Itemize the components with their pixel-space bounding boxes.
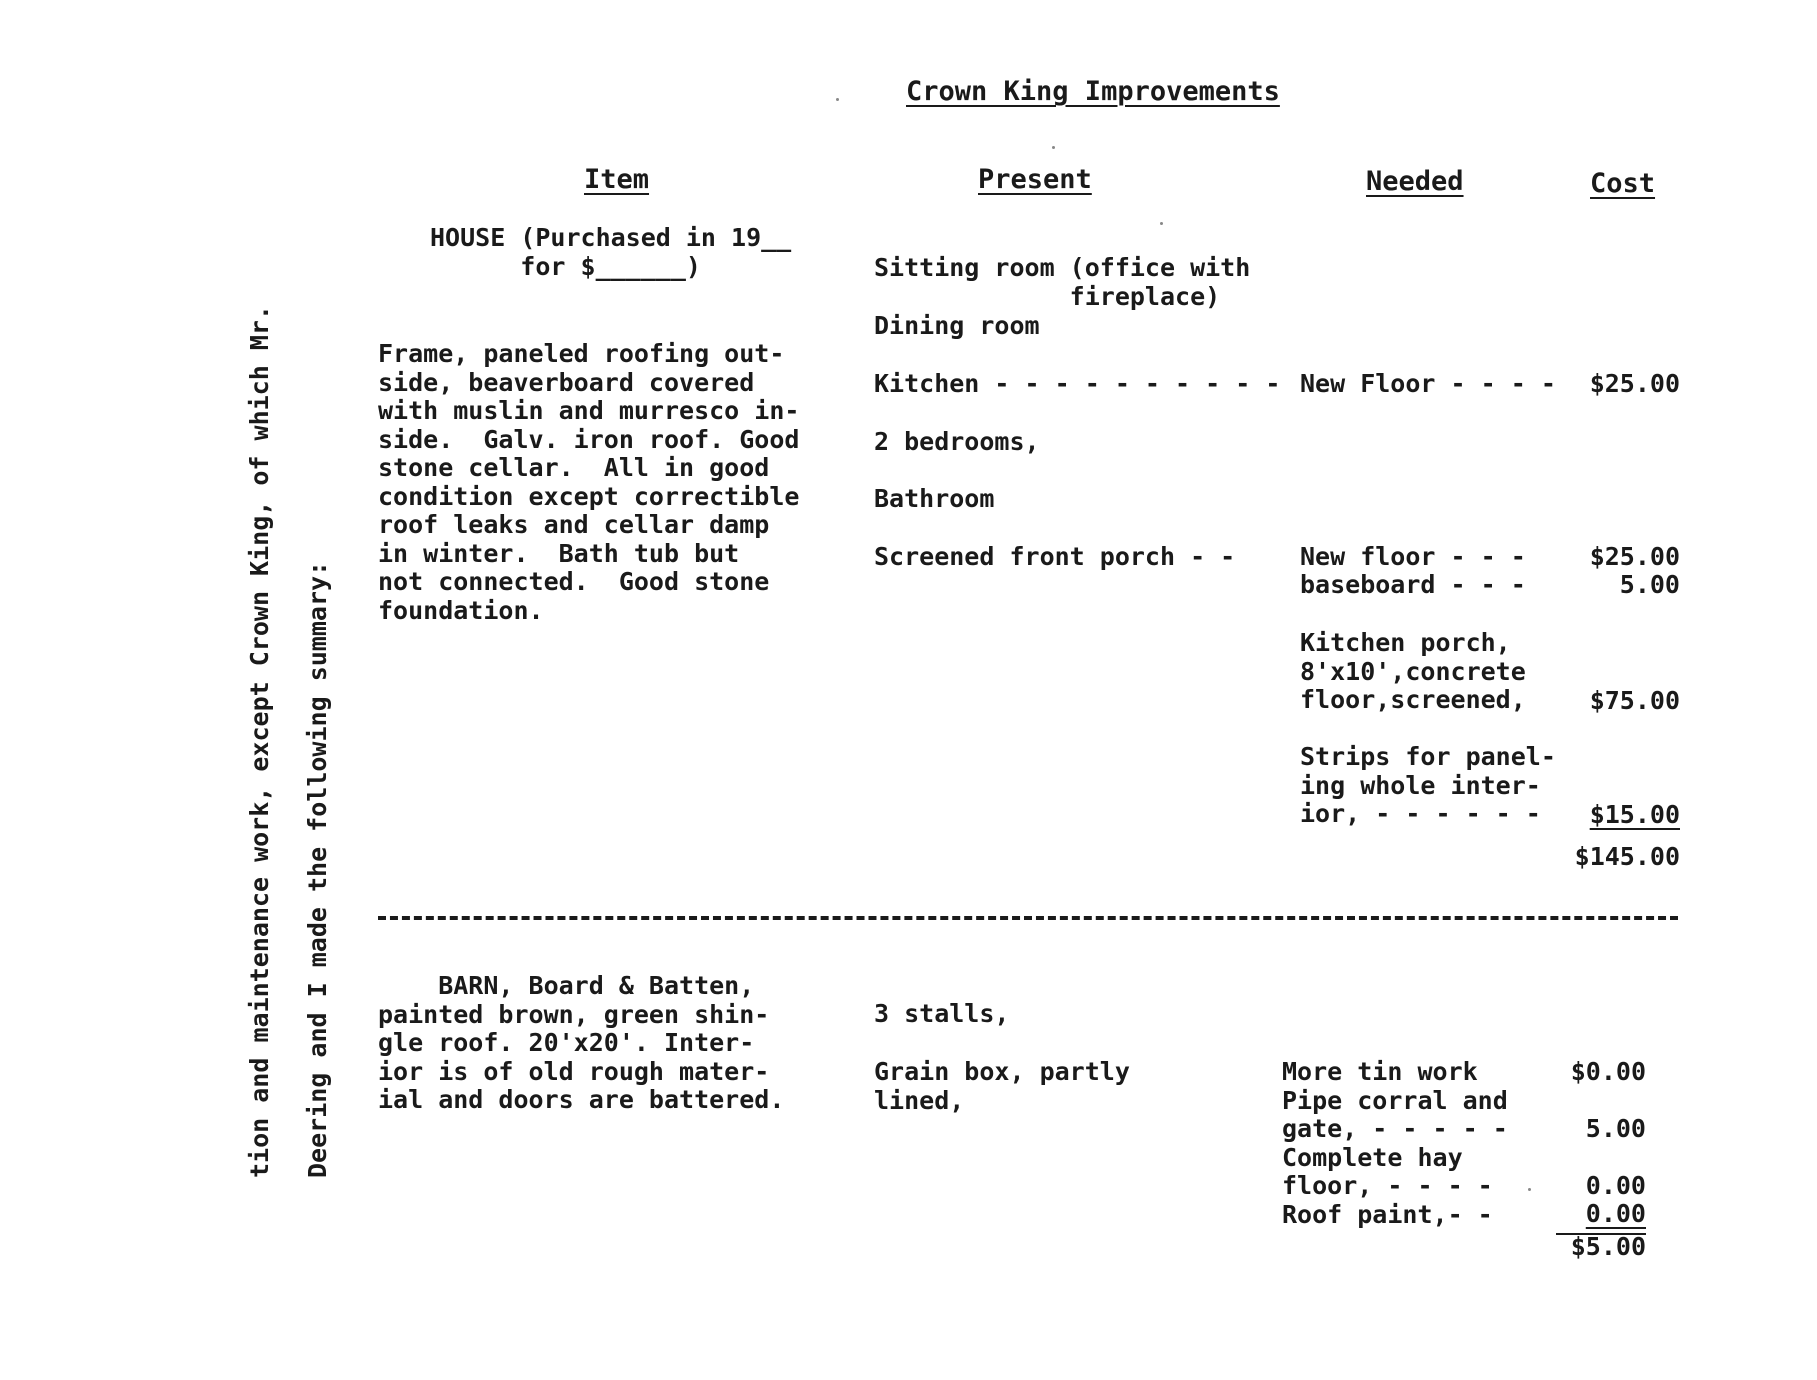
cost-kitchen-porch: $75.00 — [1589, 686, 1680, 715]
present-grain-box: Grain box, partly lined, — [874, 1057, 1130, 1115]
barn-total-cost: $5.00 — [1570, 1232, 1646, 1261]
header-needed: Needed — [1366, 166, 1464, 197]
paper-speck — [1160, 222, 1163, 225]
house-heading: HOUSE (Purchased in 19__ for $______) — [430, 223, 792, 281]
needed-paneling-strips: Strips for panel- ing whole inter- ior, - - - - - - — [1300, 742, 1556, 828]
present-kitchen: Kitchen - - - - - - - - - - — [874, 369, 1281, 398]
needed-porch-floor: New floor - - - — [1300, 542, 1526, 571]
house-description: Frame, paneled roofing out- side, beaverboard covered with muslin and murresco in- side. Galv. iron roof. Good stone cellar. All in good condition except correctible roof leaks and cellar damp in winter. Bath tub but not connected. Good stone foundation. — [378, 339, 800, 625]
paper-speck — [1052, 146, 1055, 149]
paper-speck — [836, 98, 839, 101]
cost-pipe-corral: 5.00 — [1585, 1114, 1646, 1143]
header-item: Item — [584, 164, 650, 195]
needed-kitchen-floor: New Floor - - - - — [1300, 369, 1556, 398]
barn-description: BARN, Board & Batten, painted brown, green shin- gle roof. 20'x20'. Inter- ior is of old rough mater- ial and doors are battered. — [378, 971, 785, 1114]
cost-kitchen-floor: $25.00 — [1589, 369, 1680, 398]
cost-baseboard: 5.00 — [1619, 570, 1680, 599]
present-dining-room: Dining room — [874, 311, 1040, 340]
cost-paneling-strips: $15.00 — [1589, 800, 1680, 829]
present-sitting-room: Sitting room (office with fireplace) — [874, 253, 1251, 311]
section-divider — [378, 916, 1678, 920]
present-front-porch: Screened front porch - - — [874, 542, 1236, 571]
needed-kitchen-porch: Kitchen porch, 8'x10',concrete floor,screened, — [1300, 628, 1526, 714]
needed-baseboard: baseboard - - - — [1300, 570, 1526, 599]
cost-porch-floor: $25.00 — [1589, 542, 1680, 571]
present-bedrooms: 2 bedrooms, — [874, 427, 1040, 456]
present-stalls: 3 stalls, — [874, 999, 1010, 1028]
page-title: Crown King Improvements — [906, 76, 1280, 107]
house-total-cost: $145.00 — [1574, 842, 1680, 871]
header-present: Present — [978, 164, 1092, 195]
cost-hay-floor: 0.00 — [1585, 1171, 1646, 1200]
header-cost: Cost — [1590, 168, 1656, 199]
barn-needed-list: More tin work Pipe corral and gate, - - - - - Complete hay floor, - - - - Roof paint,- - — [1282, 1057, 1508, 1229]
cost-roof-paint: 0.00 — [1585, 1199, 1646, 1228]
margin-note-line-1: tion and maintenance work, except Crown King, of which Mr. — [245, 305, 274, 1178]
margin-note-line-2: Deering and I made the following summary: — [303, 560, 332, 1178]
paper-speck — [1528, 1188, 1531, 1191]
barn-total-rule — [1556, 1233, 1646, 1235]
present-bathroom: Bathroom — [874, 484, 995, 513]
cost-tin-work: $0.00 — [1570, 1057, 1646, 1086]
